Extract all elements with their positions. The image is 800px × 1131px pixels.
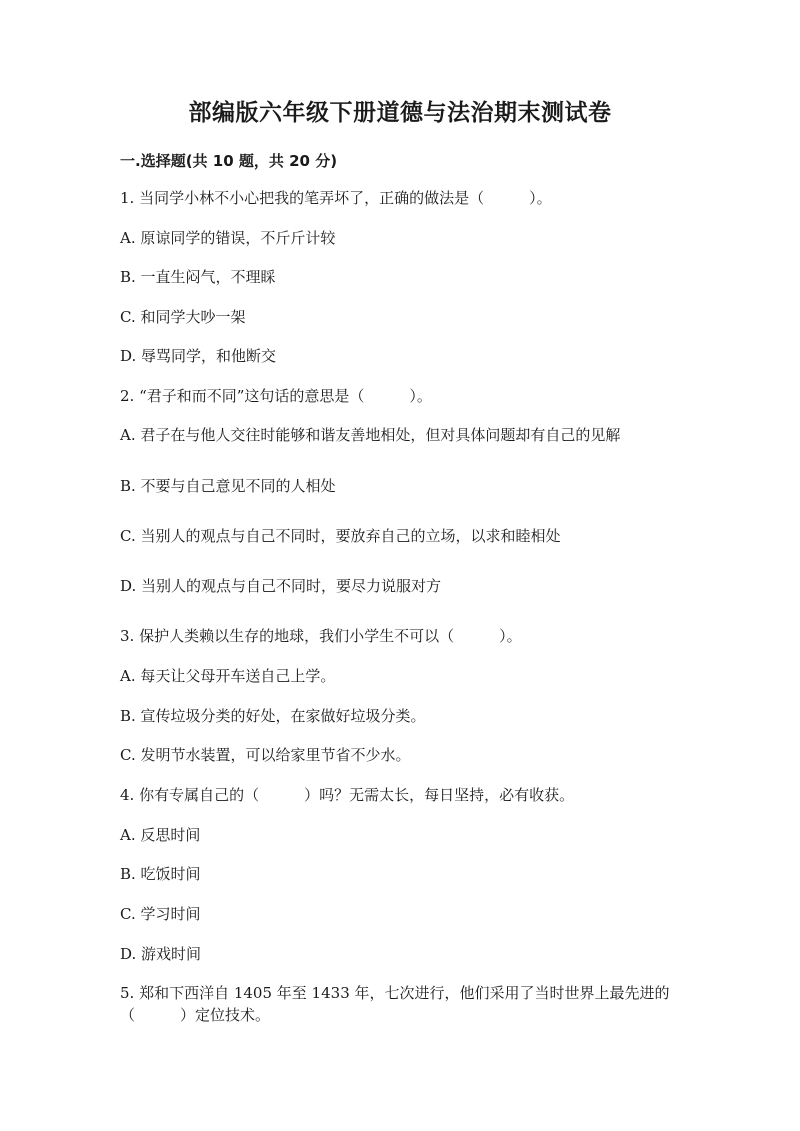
question-3-option-b: B. 宣传垃圾分类的好处，在家做好垃圾分类。: [120, 707, 426, 725]
question-2-option-c: C. 当别人的观点与自己不同时，要放弃自己的立场，以求和睦相处: [120, 527, 561, 545]
question-2-option-d: D. 当别人的观点与自己不同时，要尽力说服对方: [120, 577, 442, 595]
question-4-option-a: A. 反思时间: [120, 826, 201, 844]
question-1-option-c: C. 和同学大吵一架: [120, 308, 246, 326]
question-5-stem: 5. 郑和下西洋自 1405 年至 1433 年，七次进行，他们采用了当时世界上最先进的（ ）定位技术。: [120, 984, 670, 1024]
question-2-stem: 2. “君子和而不同”这句话的意思是（ ）。: [120, 387, 432, 405]
question-4-option-b: B. 吃饭时间: [120, 865, 201, 883]
question-3-option-a: A. 每天让父母开车送自己上学。: [120, 667, 336, 685]
question-1-option-b: B. 一直生闷气，不理睬: [120, 268, 276, 286]
question-3-stem: 3. 保护人类赖以生存的地球，我们小学生不可以（ ）。: [120, 627, 522, 645]
question-3-option-c: C. 发明节水装置，可以给家里节省不少水。: [120, 746, 411, 764]
question-4-option-d: D. 游戏时间: [120, 945, 202, 963]
question-2-option-b: B. 不要与自己意见不同的人相处: [120, 477, 336, 495]
question-4-option-c: C. 学习时间: [120, 905, 201, 923]
question-2-option-a: A. 君子在与他人交往时能够和谐友善地相处，但对具体问题却有自己的见解: [120, 426, 621, 444]
question-1-stem: 1. 当同学小林不小心把我的笔弄坏了，正确的做法是（ ）。: [120, 189, 552, 207]
page-title: 部编版六年级下册道德与法治期末测试卷: [188, 100, 612, 126]
question-1-option-d: D. 辱骂同学，和他断交: [120, 347, 277, 365]
question-1-option-a: A. 原谅同学的错误，不斤斤计较: [120, 229, 336, 247]
section-heading: 一.选择题(共 10 题，共 20 分): [120, 152, 338, 170]
question-4-stem: 4. 你有专属自己的（ ）吗？无需太长，每日坚持，必有收获。: [120, 786, 575, 804]
